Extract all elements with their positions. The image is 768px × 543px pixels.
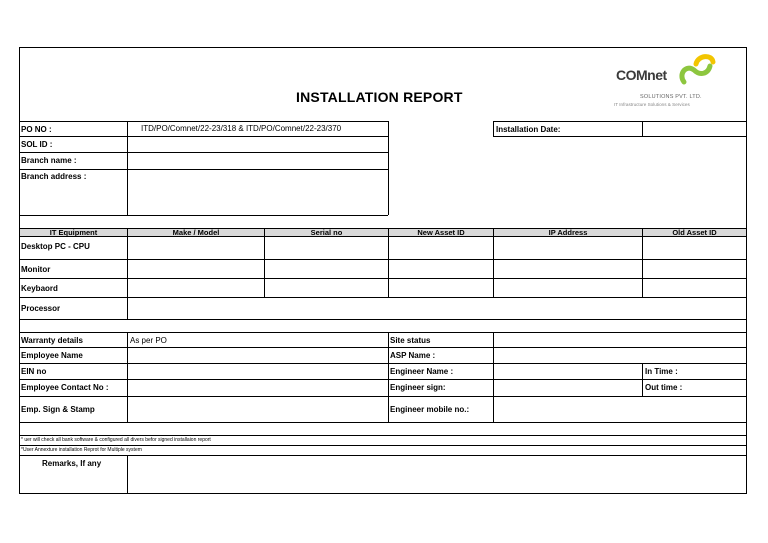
- column-header: Old Asset ID: [642, 228, 747, 237]
- engineer-sign-label: Engineer sign:: [390, 383, 446, 392]
- divider: [642, 237, 643, 297]
- divider: [19, 445, 747, 446]
- note-line: * uer will check all bank software & configured all divers befor signed installaion report: [21, 437, 211, 443]
- logo-tagline: IT Infrastructure Solutions & Services: [614, 102, 690, 107]
- divider: [264, 237, 265, 297]
- divider: [493, 237, 494, 297]
- divider: [127, 455, 128, 494]
- site-status-label: Site status: [390, 336, 431, 345]
- page-title: INSTALLATION REPORT: [296, 89, 463, 105]
- logo-swirl-icon: [676, 52, 718, 86]
- divider: [388, 332, 389, 422]
- divider: [19, 347, 747, 348]
- column-header: New Asset ID: [388, 228, 494, 237]
- logo-subtitle: SOLUTIONS PVT. LTD.: [640, 94, 702, 100]
- divider: [19, 396, 747, 397]
- divider: [19, 363, 747, 364]
- column-header: Serial no: [264, 228, 389, 237]
- divider: [19, 435, 747, 436]
- column-header: Make / Model: [127, 228, 265, 237]
- divider: [19, 422, 747, 423]
- in-time-label: In Time :: [645, 367, 678, 376]
- divider: [493, 332, 494, 422]
- column-header: IP Address: [493, 228, 643, 237]
- divider: [19, 169, 388, 170]
- table-row-divider: [19, 278, 747, 279]
- table-row-divider: [19, 259, 747, 260]
- warranty-value: As per PO: [130, 336, 167, 345]
- note-line: *User Annexture installation Reprot for Multiple system: [21, 447, 142, 453]
- logo-brand: COMnet: [616, 67, 667, 83]
- remarks-label: Remarks, If any: [42, 459, 102, 468]
- table-row-divider: [19, 297, 747, 298]
- divider: [127, 237, 128, 319]
- divider: [388, 237, 389, 297]
- installation-date-label: Installation Date:: [496, 125, 561, 134]
- divider: [642, 363, 643, 396]
- engineer-mobile-label: Engineer mobile no.:: [390, 405, 470, 414]
- warranty-label: Warranty details: [21, 336, 83, 345]
- emp-sign-label: Emp. Sign & Stamp: [21, 405, 95, 414]
- divider: [19, 215, 388, 216]
- ein-label: EIN no: [21, 367, 47, 376]
- po-no-value: ITD/PO/Comnet/22-23/318 & ITD/PO/Comnet/22-23/370: [141, 124, 342, 133]
- engineer-name-label: Engineer Name :: [390, 367, 454, 376]
- divider: [127, 332, 128, 422]
- divider: [19, 136, 388, 137]
- divider: [642, 121, 643, 137]
- employee-name-label: Employee Name: [21, 351, 83, 360]
- employee-contact-label: Employee Contact No :: [21, 383, 109, 392]
- divider: [19, 455, 747, 456]
- divider: [388, 121, 389, 215]
- asp-name-label: ASP Name :: [390, 351, 436, 360]
- divider: [19, 121, 388, 122]
- branch-address-label: Branch address :: [21, 172, 87, 181]
- branch-name-label: Branch name :: [21, 156, 77, 165]
- out-time-label: Out time :: [645, 383, 683, 392]
- divider: [19, 379, 747, 380]
- table-row: Desktop PC - CPU: [21, 242, 90, 251]
- po-no-label: PO NO :: [21, 125, 52, 134]
- sol-id-label: SOL ID :: [21, 140, 53, 149]
- table-row: Monitor: [21, 265, 51, 274]
- table-row-divider: [19, 319, 747, 320]
- table-row: Keybaord: [21, 284, 58, 293]
- divider: [19, 332, 747, 333]
- column-header: IT Equipment: [19, 228, 128, 237]
- table-row: Processor: [21, 304, 61, 313]
- report-sheet: [19, 47, 747, 494]
- divider: [19, 152, 388, 153]
